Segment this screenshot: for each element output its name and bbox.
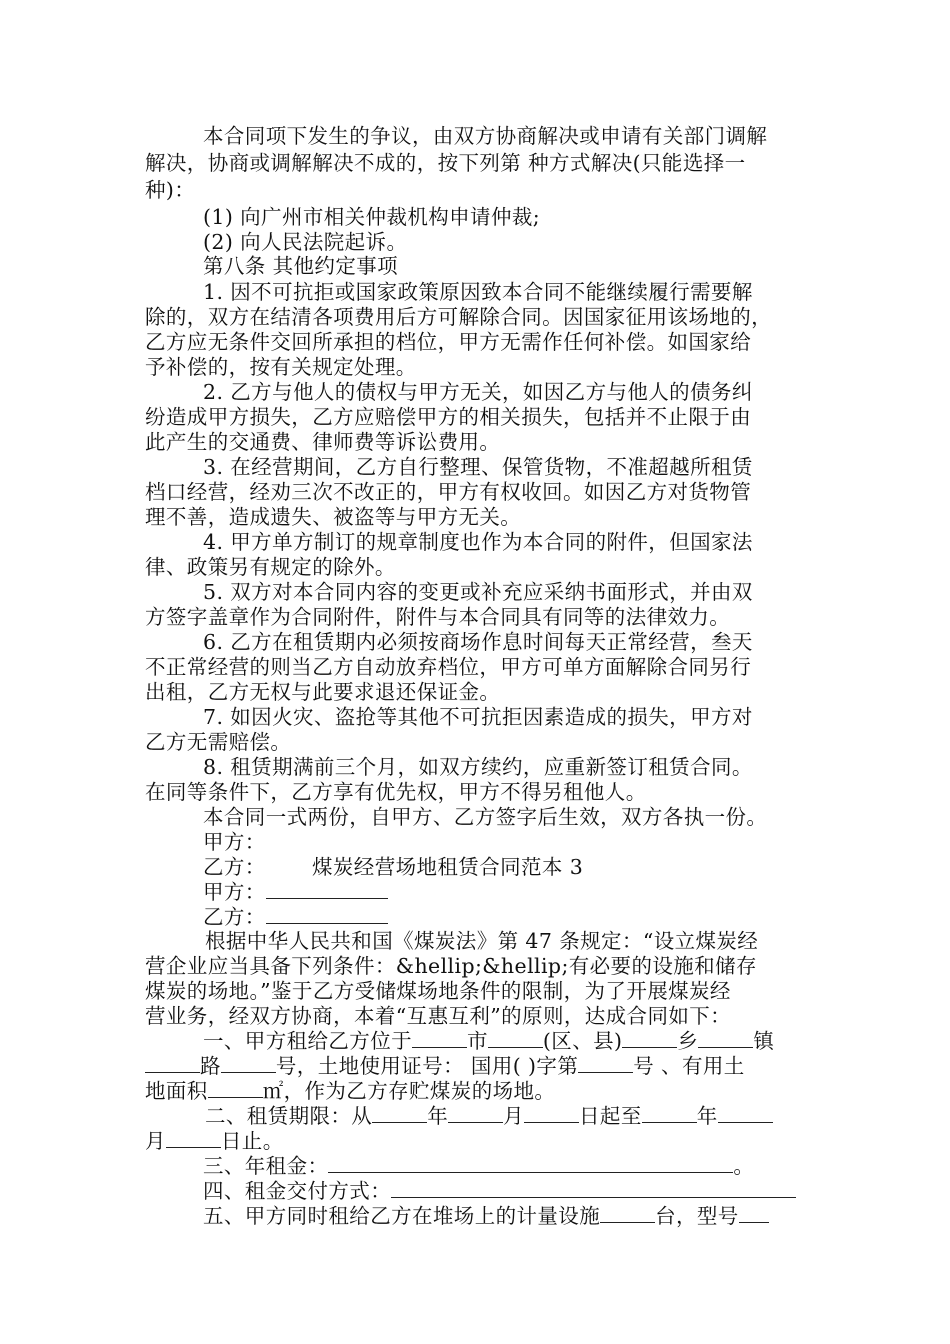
text-line: 档口经营，经劝三次不改正的，甲方有权收回。如因乙方对货物管 xyxy=(145,480,752,504)
text-line: 此产生的交通费、律师费等诉讼费用。 xyxy=(145,430,501,454)
clause-5-line: 五、甲方同时租给乙方在堆场上的计量设施 台，型号 xyxy=(203,1204,813,1228)
text-line: 3. 在经营期间，乙方自行整理、保管货物，不准超越所租赁 xyxy=(203,455,753,479)
clause-1-line: 路 号，土地使用证号： 国用( )字第 号 、有用土 xyxy=(145,1054,810,1078)
text-line: 方签字盖章作为合同附件，附件与本合同具有同等的法律效力。 xyxy=(145,605,731,629)
text-line: 2. 乙方与他人的债权与甲方无关，如因乙方与他人的债务纠 xyxy=(203,380,753,404)
party-b-signature: 乙方： xyxy=(203,905,813,929)
text-line: (1) 向广州市相关仲裁机构申请仲裁; xyxy=(203,205,541,229)
text-line: 5. 双方对本合同内容的变更或补充应采纳书面形式，并由双 xyxy=(203,580,753,604)
text-line: 出租，乙方无权与此要求退还保证金。 xyxy=(145,680,501,704)
text-line: 不正常经营的则当乙方自动放弃档位，甲方可单方面解除合同另行 xyxy=(145,655,752,679)
text-line: 本合同一式两份，自甲方、乙方签字后生效，双方各执一份。 xyxy=(203,805,768,829)
text-line: (2) 向人民法院起诉。 xyxy=(203,230,408,254)
section-heading: 第八条 其他约定事项 xyxy=(203,254,399,278)
text-line: 理不善，造成遗失、被盗等与甲方无关。 xyxy=(145,505,522,529)
text-line: 纷造成甲方损失，乙方应赔偿甲方的相关损失，包括并不止限于由 xyxy=(145,405,752,429)
text-line: 8. 租赁期满前三个月，如双方续约，应重新签订租赁合同。 xyxy=(203,755,753,779)
text-line: 种)： xyxy=(145,178,196,202)
text-line: 4. 甲方单方制订的规章制度也作为本合同的附件，但国家法 xyxy=(203,530,753,554)
text-line: 1. 因不可抗拒或国家政策原因致本合同不能继续履行需要解 xyxy=(203,280,753,304)
clause-3-line: 三、年租金： 。 xyxy=(203,1154,755,1178)
text-line: 本合同项下发生的争议，由双方协商解决或申请有关部门调解 xyxy=(203,124,768,148)
clause-2-line: 月 日止。 xyxy=(145,1129,284,1153)
clause-4-line: 四、租金交付方式： xyxy=(203,1179,813,1203)
clause-1-line: 地面积 ㎡，作为乙方存贮煤炭的场地。 xyxy=(145,1079,556,1103)
text-line: 乙方无需赔偿。 xyxy=(145,730,292,754)
text-line: 予补偿的，按有关规定处理。 xyxy=(145,355,417,379)
text-line: 乙方应无条件交回所承担的档位，甲方无需作任何补偿。如国家给 xyxy=(145,330,752,354)
clause-1-line: 一、甲方租给乙方位于 市 (区、县) 乡 镇 xyxy=(203,1029,775,1053)
text-line: 营企业应当具备下列条件：&hellip;&hellip;有必要的设施和储存 xyxy=(145,954,757,978)
contract-title: 煤炭经营场地租赁合同范本 3 xyxy=(312,855,584,879)
text-line: 根据中华人民共和国《煤炭法》第 47 条规定：“设立煤炭经 xyxy=(205,929,759,953)
party-b-label: 乙方： xyxy=(203,855,266,879)
text-line: 除的，双方在结清各项费用后方可解除合同。因国家征用该场地的， xyxy=(145,305,772,329)
text-line: 营业务，经双方协商，本着“互惠互利”的原则，达成合同如下： xyxy=(145,1004,732,1028)
text-line: 在同等条件下，乙方享有优先权，甲方不得另租他人。 xyxy=(145,780,647,804)
clause-2-line: 二、租赁期限：从 年 月 日起至 年 xyxy=(205,1104,815,1128)
party-a-label: 甲方： xyxy=(203,830,266,854)
party-a-signature: 甲方： xyxy=(203,880,813,904)
text-line: 解决，协商或调解解决不成的，按下列第 种方式解决(只能选择一 xyxy=(145,151,746,175)
text-line: 7. 如因火灾、盗抢等其他不可抗拒因素造成的损失，甲方对 xyxy=(203,705,753,729)
text-line: 律、政策另有规定的除外。 xyxy=(145,555,396,579)
text-line: 煤炭的场地。”鉴于乙方受储煤场地条件的限制，为了开展煤炭经 xyxy=(145,979,731,1003)
text-line: 6. 乙方在租赁期内必须按商场作息时间每天正常经营，叁天 xyxy=(203,630,753,654)
